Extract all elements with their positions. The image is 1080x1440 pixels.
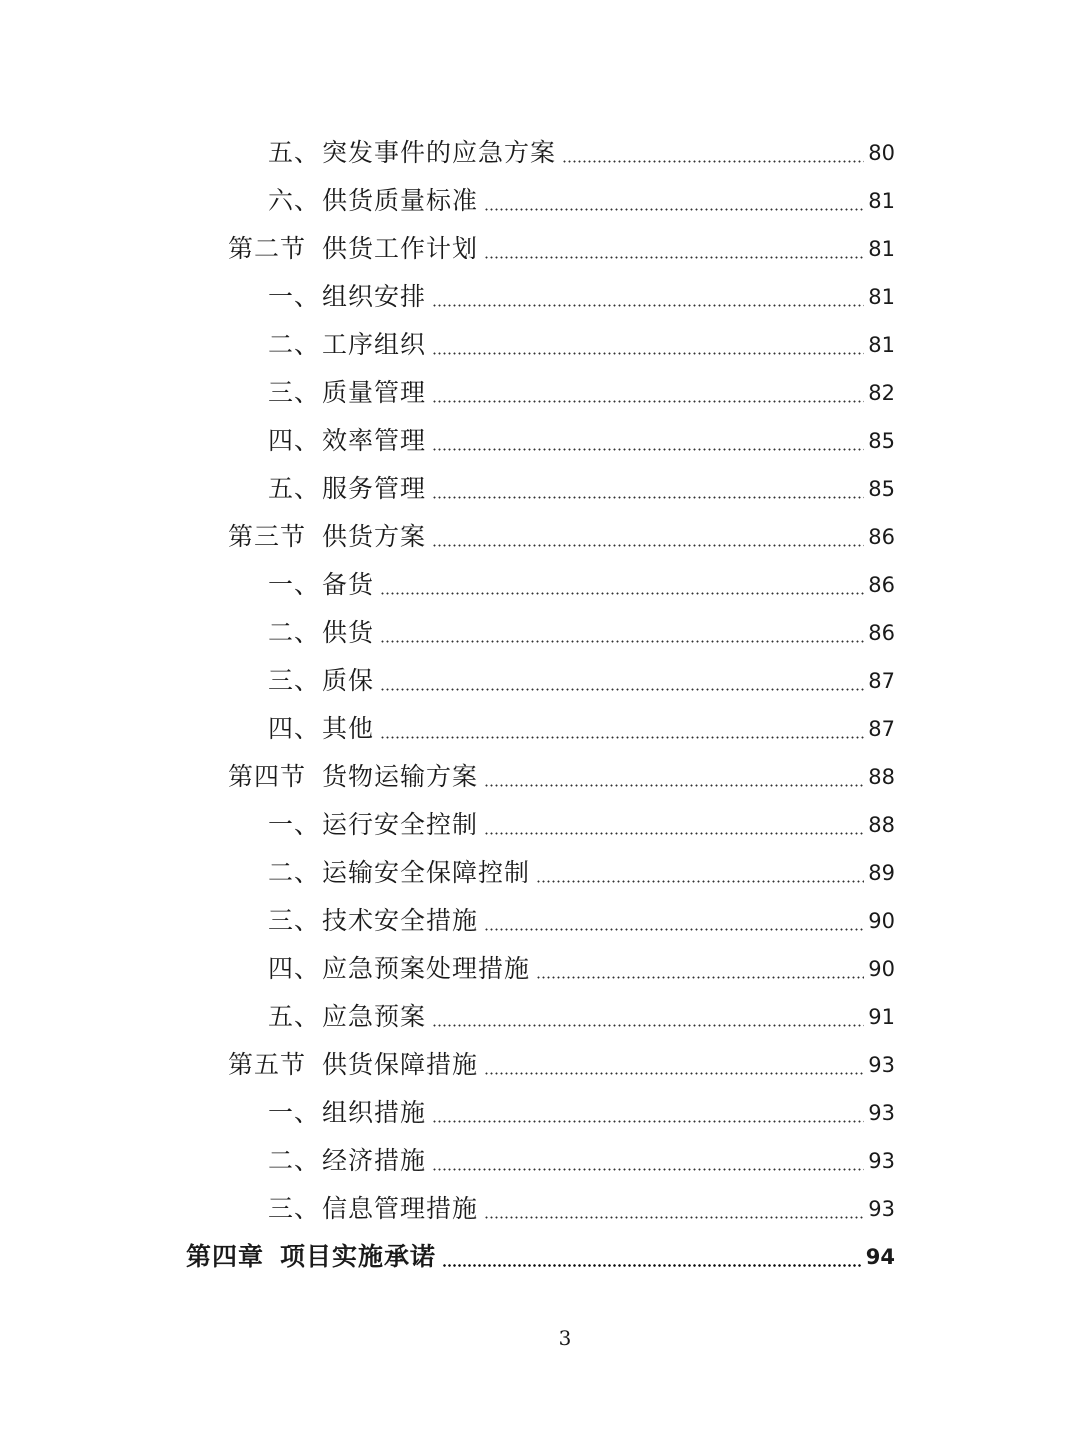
toc-entry-content — [228, 1048, 895, 1082]
dot-leader — [484, 928, 864, 931]
dot-leader — [536, 976, 864, 979]
toc-entry-item[interactable] — [0, 272, 1080, 320]
dot-leader — [432, 448, 864, 451]
toc-entry-page: 89 — [868, 861, 895, 885]
dot-leader — [484, 832, 864, 835]
toc-entry-page: 87 — [868, 669, 895, 693]
toc-entry-number: 四、 — [268, 714, 321, 743]
toc-entry-title: 质保 — [322, 666, 375, 695]
toc-entry-content — [268, 616, 895, 650]
toc-entry-page: 90 — [868, 957, 895, 981]
toc-entry-content — [268, 856, 895, 890]
dot-leader — [432, 304, 864, 307]
toc-entry-page: 93 — [868, 1101, 895, 1125]
toc-entry-item[interactable] — [0, 560, 1080, 608]
toc-entry-number: 第三节 — [228, 522, 307, 551]
toc-entry-title: 突发事件的应急方案 — [322, 138, 557, 167]
toc-entry-title: 供货 — [322, 618, 375, 647]
toc-entry-item[interactable] — [0, 656, 1080, 704]
toc-entry-content — [268, 1096, 895, 1130]
toc-entry-item[interactable] — [0, 1088, 1080, 1136]
toc-entry-number: 三、 — [268, 378, 321, 407]
dot-leader — [484, 784, 864, 787]
toc-entry-number: 一、 — [268, 282, 321, 311]
toc-entry-title: 运行安全控制 — [322, 810, 479, 839]
toc-entry-item[interactable] — [0, 464, 1080, 512]
toc-entry-content — [268, 424, 895, 458]
toc-entry-number: 五、 — [268, 1002, 321, 1031]
toc-entry-content — [268, 1144, 895, 1178]
toc-entry-item[interactable] — [0, 1136, 1080, 1184]
toc-entry-title: 供货保障措施 — [322, 1050, 479, 1079]
toc-entry-title: 货物运输方案 — [322, 762, 479, 791]
dot-leader — [380, 640, 864, 643]
toc-entry-number: 六、 — [268, 186, 321, 215]
toc-entry-item[interactable] — [0, 848, 1080, 896]
toc-entry-content — [228, 520, 895, 554]
toc-entry-page: 86 — [868, 621, 895, 645]
toc-entry-content — [268, 328, 895, 362]
toc-entry-item[interactable] — [0, 896, 1080, 944]
dot-leader — [484, 1072, 864, 1075]
toc-entry-content — [268, 904, 895, 938]
toc-entry-title: 供货质量标准 — [322, 186, 479, 215]
toc-entry-item[interactable] — [0, 1184, 1080, 1232]
toc-entry-title: 应急预案处理措施 — [322, 954, 531, 983]
toc-entry-page: 94 — [865, 1245, 895, 1269]
toc-entry-page: 88 — [868, 765, 895, 789]
toc-entry-content — [268, 808, 895, 842]
toc-entry-title: 技术安全措施 — [322, 906, 479, 935]
toc-entry-title: 项目实施承诺 — [280, 1242, 437, 1271]
dot-leader — [432, 1120, 864, 1123]
toc-entry-content — [268, 472, 895, 506]
toc-entry-title: 信息管理措施 — [322, 1194, 479, 1223]
toc-entry-title: 组织措施 — [322, 1098, 427, 1127]
toc-entry-content — [268, 1000, 895, 1034]
toc-entry-title: 服务管理 — [322, 474, 427, 503]
toc-entry-title: 供货工作计划 — [322, 234, 479, 263]
toc-entry-title: 组织安排 — [322, 282, 427, 311]
toc-entry-title: 其他 — [322, 714, 375, 743]
dot-leader — [432, 1168, 864, 1171]
toc-entry-number: 二、 — [268, 1146, 321, 1175]
toc-entry-number: 三、 — [268, 1194, 321, 1223]
toc-entry-content — [228, 232, 895, 266]
toc-entry-number: 一、 — [268, 1098, 321, 1127]
toc-entry-page: 90 — [868, 909, 895, 933]
dot-leader — [442, 1263, 862, 1267]
toc-entry-content — [186, 1240, 895, 1274]
toc-entry-content — [268, 376, 895, 410]
dot-leader — [432, 496, 864, 499]
toc-entry-page: 93 — [868, 1197, 895, 1221]
toc-entry-page: 88 — [868, 813, 895, 837]
toc-entry-number: 一、 — [268, 810, 321, 839]
toc-entry-item[interactable] — [0, 176, 1080, 224]
dot-leader — [380, 736, 864, 739]
toc-entry-title: 效率管理 — [322, 426, 427, 455]
toc-entry-page: 81 — [868, 285, 895, 309]
toc-entry-section[interactable] — [0, 224, 1080, 272]
toc-entry-page: 93 — [868, 1053, 895, 1077]
toc-entry-number: 二、 — [268, 330, 321, 359]
toc-entry-title: 应急预案 — [322, 1002, 427, 1031]
toc-entry-title: 质量管理 — [322, 378, 427, 407]
page-number: 3 — [558, 1326, 572, 1350]
toc-entry-page: 81 — [868, 333, 895, 357]
toc-entry-content — [268, 568, 895, 602]
toc-entry-number: 第四节 — [228, 762, 307, 791]
dot-leader — [484, 1216, 864, 1219]
toc-entry-section[interactable] — [0, 512, 1080, 560]
toc-entry-number: 三、 — [268, 906, 321, 935]
toc-entry-page: 91 — [868, 1005, 895, 1029]
toc-entry-number: 二、 — [268, 618, 321, 647]
toc-entry-content — [268, 712, 895, 746]
toc-entry-item[interactable] — [0, 368, 1080, 416]
toc-entry-section[interactable] — [0, 1040, 1080, 1088]
dot-leader — [432, 544, 864, 547]
toc-entry-content — [268, 184, 895, 218]
toc-entry-page: 86 — [868, 573, 895, 597]
toc-entry-page: 86 — [868, 525, 895, 549]
toc-entry-item[interactable] — [0, 992, 1080, 1040]
toc-entry-section[interactable] — [0, 752, 1080, 800]
dot-leader — [380, 688, 864, 691]
toc-entry-item[interactable] — [0, 128, 1080, 176]
toc-entry-item[interactable] — [0, 608, 1080, 656]
toc-entry-number: 第四章 — [186, 1242, 265, 1271]
dot-leader — [562, 160, 864, 163]
dot-leader — [484, 256, 864, 259]
toc-entry-chapter[interactable] — [0, 1232, 1080, 1280]
toc-entry-item[interactable] — [0, 944, 1080, 992]
dot-leader — [484, 208, 864, 211]
toc-entry-page: 81 — [868, 237, 895, 261]
toc-entry-title: 备货 — [322, 570, 375, 599]
toc-entry-number: 五、 — [268, 474, 321, 503]
toc-entry-number: 一、 — [268, 570, 321, 599]
toc-entry-title: 工序组织 — [322, 330, 427, 359]
toc-entry-content — [268, 664, 895, 698]
toc-entry-page: 85 — [868, 477, 895, 501]
toc-entry-content — [268, 1192, 895, 1226]
toc-entry-title: 运输安全保障控制 — [322, 858, 531, 887]
toc-entry-item[interactable] — [0, 416, 1080, 464]
toc-entry-item[interactable] — [0, 704, 1080, 752]
toc-entry-number: 四、 — [268, 426, 321, 455]
table-of-contents — [0, 128, 1080, 1280]
toc-entry-number: 五、 — [268, 138, 321, 167]
dot-leader — [432, 1024, 864, 1027]
toc-entry-page: 82 — [868, 381, 895, 405]
toc-entry-content — [268, 952, 895, 986]
toc-entry-content — [228, 760, 895, 794]
toc-entry-title: 经济措施 — [322, 1146, 427, 1175]
dot-leader — [432, 400, 864, 403]
toc-entry-page: 85 — [868, 429, 895, 453]
toc-entry-content — [268, 136, 895, 170]
toc-entry-item[interactable] — [0, 320, 1080, 368]
dot-leader — [432, 352, 864, 355]
toc-entry-number: 第五节 — [228, 1050, 307, 1079]
toc-entry-page: 80 — [868, 141, 895, 165]
toc-entry-title: 供货方案 — [322, 522, 427, 551]
toc-entry-number: 第二节 — [228, 234, 307, 263]
toc-entry-page: 81 — [868, 189, 895, 213]
toc-entry-number: 三、 — [268, 666, 321, 695]
dot-leader — [380, 592, 864, 595]
toc-entry-item[interactable] — [0, 800, 1080, 848]
dot-leader — [536, 880, 864, 883]
toc-entry-number: 二、 — [268, 858, 321, 887]
toc-entry-page: 87 — [868, 717, 895, 741]
toc-entry-page: 93 — [868, 1149, 895, 1173]
toc-entry-number: 四、 — [268, 954, 321, 983]
toc-entry-content — [268, 280, 895, 314]
